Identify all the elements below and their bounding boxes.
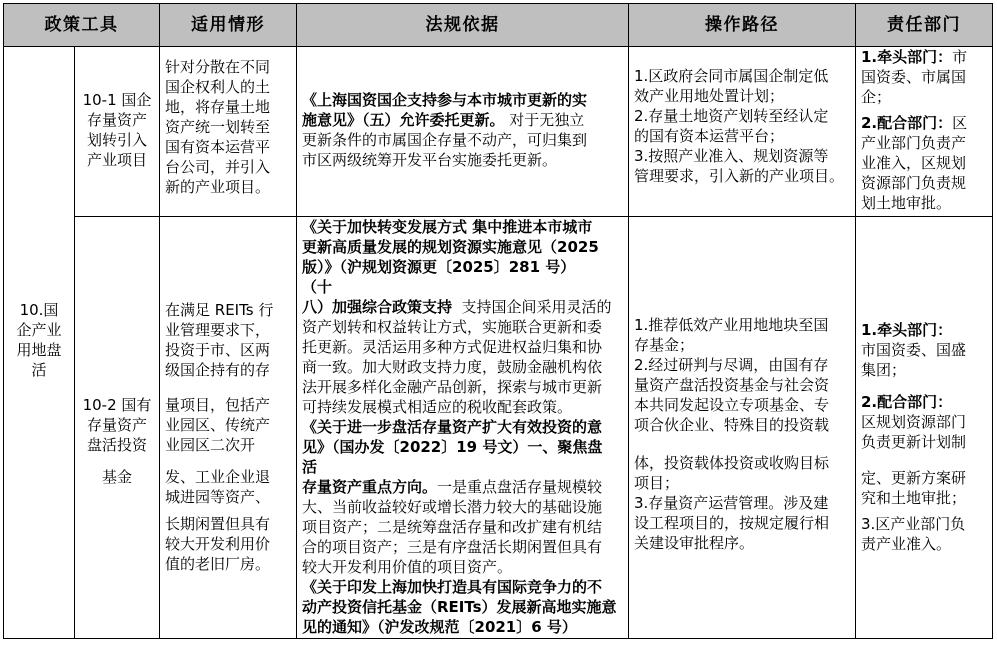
operation-path-line: 1.区政府会同市属国企制定低 bbox=[634, 67, 829, 85]
legal-basis-line bbox=[302, 597, 625, 617]
responsible-dept-line: 责产业准入。 bbox=[861, 535, 952, 553]
operation-path-line: 体，投资载体投资或收购目标 bbox=[634, 454, 830, 472]
operation-path-line: 存基金； bbox=[634, 336, 695, 354]
operation-path-line: 项目； bbox=[634, 474, 680, 492]
legal-basis-line: 商一致。加大财政支持力度，鼓励金融机构依 bbox=[302, 358, 603, 376]
operation-path-line: 设工程项目的，按规定履行相 bbox=[634, 514, 830, 532]
scenario-line: 级国企持有的存 bbox=[165, 361, 271, 379]
text-segment: 对于无独立 bbox=[504, 111, 585, 129]
legal-basis-line: 法开展多样化金融产品创新，探索与城市更新 bbox=[302, 378, 603, 396]
operation-path-line: 1.推荐低效产业用地地块至国 bbox=[634, 316, 829, 334]
legal-basis-line bbox=[302, 457, 625, 477]
operation-path-line: 3.按照产业准入、规划资源等 bbox=[634, 147, 829, 165]
legal-basis-line bbox=[302, 217, 625, 237]
item-line: 盘活投资 bbox=[86, 436, 147, 454]
header-responsible-dept bbox=[856, 4, 992, 46]
responsible-dept-line: 产业部门负责产 bbox=[861, 134, 967, 152]
scenario-line: 发、工业企业退 bbox=[165, 468, 271, 486]
scenario-line: 量项目，包括产 bbox=[165, 396, 271, 414]
text-segment: 市 bbox=[952, 48, 968, 66]
bold-text: 活 bbox=[302, 458, 318, 476]
item-line: 基金 bbox=[101, 468, 132, 486]
bold-text: 《上海国资国企支持参与本市城市更新的实 bbox=[302, 91, 588, 109]
operation-path-line: 关建设审批程序。 bbox=[634, 534, 755, 552]
item-line: 划转引入 bbox=[86, 131, 147, 149]
operation-path-line: 2.存量土地资产划转至经认定 bbox=[634, 107, 829, 125]
operation-path-line: 量资产盘活投资基金与社会资 bbox=[634, 376, 830, 394]
bold-text: 见的通知》（沪发改规范〔2021〕6 号） bbox=[302, 618, 577, 636]
legal-basis-line: 更新条件的市属国企存量不动产，可归集到 bbox=[302, 131, 588, 149]
scenario-line: 资产统一划转至 bbox=[165, 118, 271, 136]
bold-text: 更新高质量发展的规划资源实施意见（2025 bbox=[302, 238, 599, 256]
header-label: 法规依据 bbox=[425, 15, 500, 35]
operation-path-line: 管理要求，引入新的产业项目。 bbox=[634, 167, 845, 185]
scenario-line: 城进园等资产、 bbox=[165, 488, 271, 506]
row2-responsible-dept-cell bbox=[856, 217, 992, 638]
responsible-dept-line bbox=[861, 392, 989, 412]
bold-text: 1.牵头部门： bbox=[861, 48, 953, 66]
legal-basis-line bbox=[302, 297, 625, 317]
scenario-line: 投资于市、区两 bbox=[165, 341, 271, 359]
scenario-line: 针对分散在不同 bbox=[165, 58, 271, 76]
item-line: 存量资产 bbox=[86, 111, 147, 129]
header-label: 适用情形 bbox=[191, 15, 265, 35]
text-segment: 区 bbox=[952, 114, 968, 132]
legal-basis-line bbox=[302, 577, 625, 597]
operation-path-line: 项合伙企业、特殊目的投资载 bbox=[634, 416, 830, 434]
responsible-dept-line: 集团； bbox=[861, 361, 907, 379]
operation-path-line: 效产业用地处置计划； bbox=[634, 87, 785, 105]
item-line: 产业项目 bbox=[86, 151, 147, 169]
category-line: 用地盘 bbox=[16, 341, 62, 359]
legal-basis-line bbox=[302, 110, 625, 130]
bold-text: 版）》（沪规划资源更〔2025〕281 号） bbox=[302, 258, 576, 276]
scenario-line: 值的老旧厂房。 bbox=[165, 555, 271, 573]
scenario-line: 业管理要求下， bbox=[165, 321, 271, 339]
responsible-dept-line: 3.区产业部门负 bbox=[861, 515, 966, 533]
row1-item-cell bbox=[75, 47, 159, 216]
item-line: 存量资产 bbox=[86, 416, 147, 434]
legal-basis-line bbox=[302, 90, 625, 110]
legal-basis-line: 资产划转和权益转让方式，实施联合更新和委 bbox=[302, 318, 603, 336]
bold-text: 《关于印发上海加快打造具有国际竞争力的不 bbox=[302, 578, 603, 596]
header-label: 政策工具 bbox=[44, 15, 119, 35]
operation-path-line: 3.存量资产运营管理。涉及建 bbox=[634, 494, 829, 512]
responsible-dept-line: 究和土地审批； bbox=[861, 489, 967, 507]
scenario-line: 台公司，并引入 bbox=[165, 158, 271, 176]
scenario-line: 较大开发利用价 bbox=[165, 535, 271, 553]
bold-text: 《关于加快转变发展方式 集中推进本市城市 bbox=[302, 218, 593, 236]
header-applicable-scenario bbox=[160, 4, 296, 46]
legal-basis-line bbox=[302, 417, 625, 437]
row1-scenario-cell bbox=[160, 47, 296, 216]
responsible-dept-line bbox=[861, 47, 989, 67]
bold-text: 存量资产重点方向。 bbox=[302, 478, 438, 496]
category-cell bbox=[4, 47, 74, 638]
legal-basis-line bbox=[302, 617, 625, 637]
responsible-dept-line: 负责更新计划制 bbox=[861, 433, 967, 451]
operation-path-line: 本共同发起设立专项基金、专 bbox=[634, 396, 830, 414]
bold-text: 见》（国办发〔2022〕19 号文）一、聚焦盘 bbox=[302, 438, 603, 456]
bold-text: 八）加强综合政策支持 bbox=[302, 298, 453, 316]
row2-item-cell bbox=[75, 217, 159, 638]
scenario-line: 新的产业项目。 bbox=[165, 178, 271, 196]
legal-basis-line: 项目资产；二是统筹盘活存量和改扩建有机结 bbox=[302, 518, 603, 536]
category-line: 10.国 bbox=[19, 301, 59, 319]
scenario-line: 国有资本运营平 bbox=[165, 138, 271, 156]
legal-basis-line bbox=[302, 237, 625, 257]
responsible-dept-line bbox=[861, 320, 989, 340]
legal-basis-line: 可持续发展模式相适应的税收配套政策。 bbox=[302, 398, 573, 416]
bold-text: 2.配合部门： bbox=[861, 393, 953, 411]
row1-responsible-dept-cell bbox=[856, 47, 992, 216]
responsible-dept-line: 资源部门负责规 bbox=[861, 174, 967, 192]
responsible-dept-line: 企； bbox=[861, 88, 892, 106]
header-operation-path bbox=[629, 4, 855, 46]
legal-basis-line: 市区两级统筹开发平台实施委托更新。 bbox=[302, 151, 558, 169]
text-segment: 支持国企间采用灵活的 bbox=[452, 298, 612, 316]
responsible-dept-line: 业准入，区规划 bbox=[861, 154, 967, 172]
responsible-dept-line: 划土地审批。 bbox=[861, 194, 952, 212]
legal-basis-line bbox=[302, 477, 625, 497]
responsible-dept-line: 市国资委、国盛 bbox=[861, 341, 967, 359]
responsible-dept-line: 区规划资源部门 bbox=[861, 413, 967, 431]
bold-text: （十 bbox=[302, 278, 333, 296]
bold-text: 1.牵头部门： bbox=[861, 321, 953, 339]
bold-text: 《关于进一步盘活存量资产扩大有效投资的意 bbox=[302, 418, 603, 436]
legal-basis-line: 合的项目资产；三是有序盘活长期闲置但具有 bbox=[302, 538, 603, 556]
operation-path-line: 的国有资本运营平台； bbox=[634, 127, 785, 145]
header-legal-basis bbox=[297, 4, 628, 46]
category-line: 企产业 bbox=[16, 321, 62, 339]
bold-text: 2.配合部门： bbox=[861, 114, 953, 132]
header-label: 责任部门 bbox=[887, 15, 961, 35]
legal-basis-line bbox=[302, 437, 625, 457]
responsible-dept-line: 国资委、市属国 bbox=[861, 68, 967, 86]
header-label: 操作路径 bbox=[705, 15, 779, 35]
item-line: 10-2 国有 bbox=[82, 396, 152, 414]
scenario-line: 业园区、传统产 bbox=[165, 416, 271, 434]
row2-scenario-cell bbox=[160, 217, 296, 638]
legal-basis-line: 较大开发利用价值的项目资产。 bbox=[302, 558, 513, 576]
responsible-dept-line bbox=[861, 113, 989, 133]
operation-path-line: 2.经过研判与尽调，由国有存 bbox=[634, 356, 829, 374]
header-policy-tool bbox=[4, 4, 159, 46]
text-segment: 一是重点盘活存量规模较 bbox=[437, 478, 603, 496]
scenario-line: 业园区二次开 bbox=[165, 436, 256, 454]
bold-text: 施意见》（五）允许委托更新。 bbox=[302, 111, 505, 129]
legal-basis-line bbox=[302, 277, 625, 297]
policy-table bbox=[3, 3, 993, 639]
row2-legal-basis-cell bbox=[297, 217, 628, 638]
scenario-line: 地，将存量土地 bbox=[165, 98, 271, 116]
responsible-dept-line: 定、更新方案研 bbox=[861, 469, 967, 487]
row1-legal-basis-cell bbox=[297, 47, 628, 216]
scenario-line: 在满足 REITs 行 bbox=[165, 301, 274, 319]
legal-basis-line: 托更新。灵活运用多种方式促进权益归集和协 bbox=[302, 338, 603, 356]
row1-operation-path-cell bbox=[629, 47, 855, 216]
item-line: 10-1 国企 bbox=[82, 91, 152, 109]
scenario-line: 长期闲置但具有 bbox=[165, 515, 271, 533]
scenario-line: 国企权利人的土 bbox=[165, 78, 271, 96]
legal-basis-line bbox=[302, 257, 625, 277]
category-line: 活 bbox=[31, 361, 47, 379]
legal-basis-line: 大、当前收益较好或增长潜力较大的基础设施 bbox=[302, 498, 603, 516]
row2-operation-path-cell bbox=[629, 217, 855, 638]
bold-text: 动产投资信托基金（REITs）发展新高地实施意 bbox=[302, 598, 617, 616]
